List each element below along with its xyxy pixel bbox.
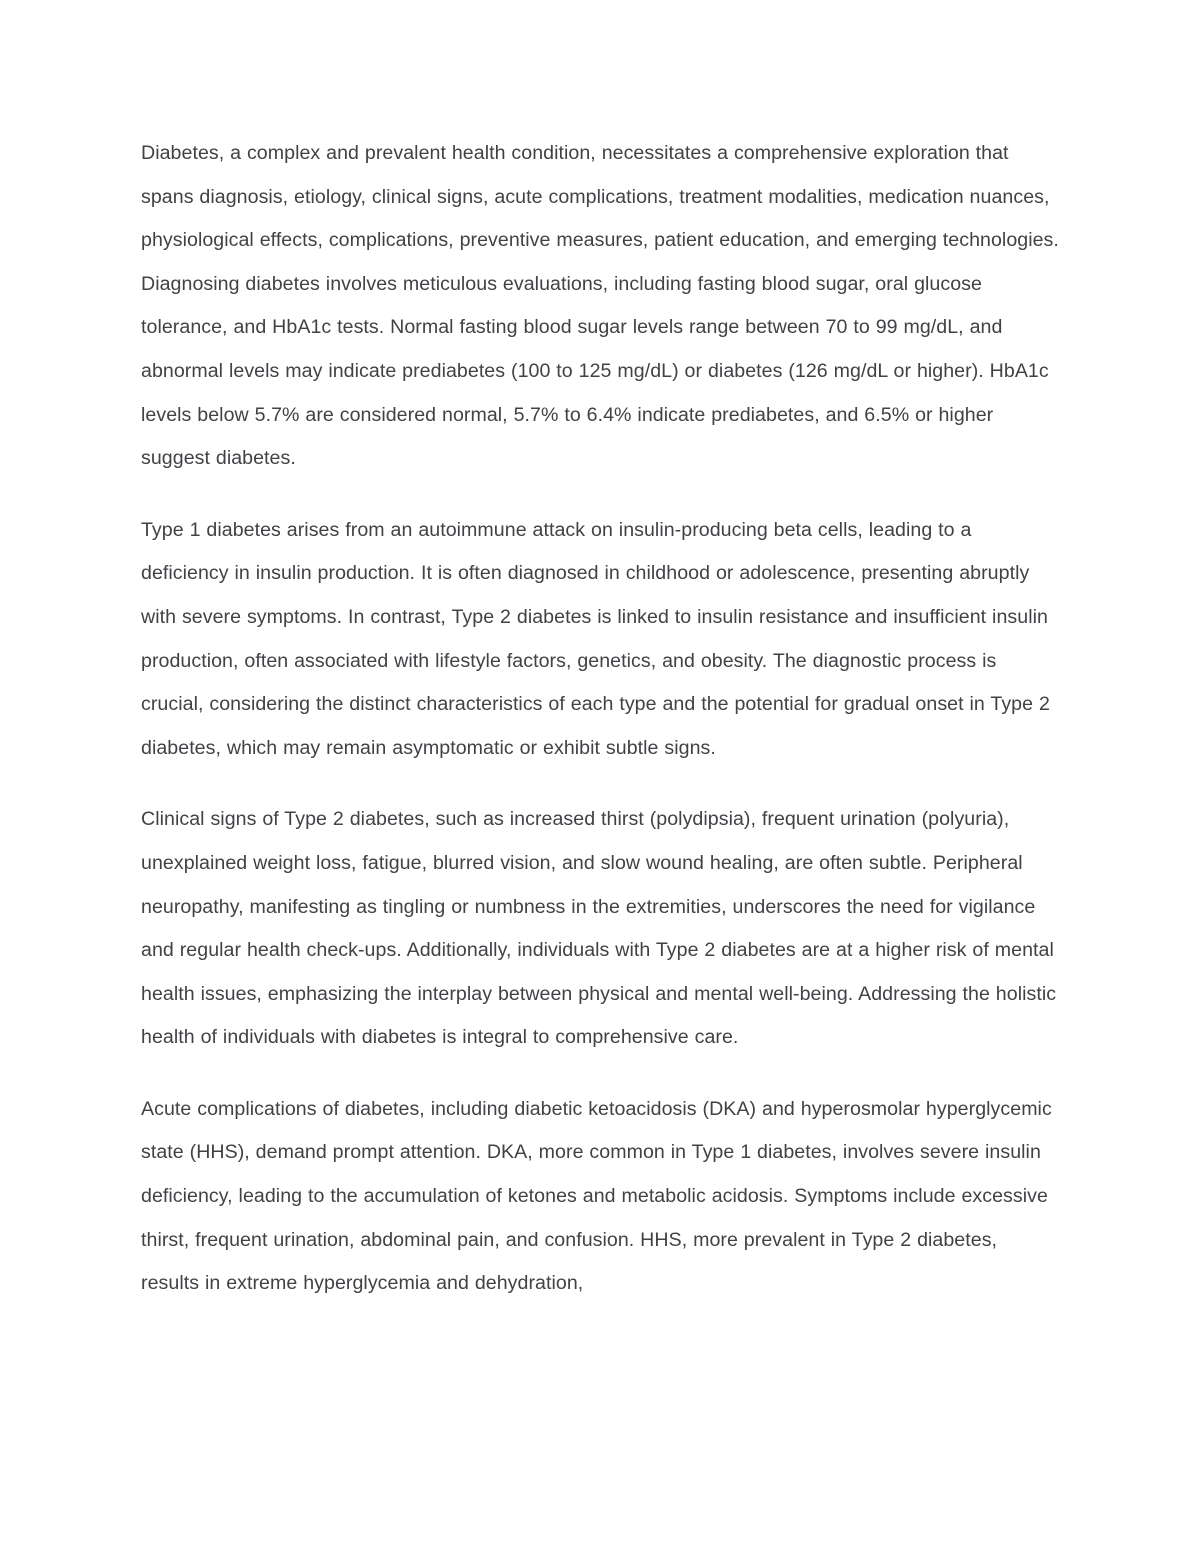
paragraph-acute-complications: Acute complications of diabetes, including diabetic ketoacidosis (DKA) and hyperosmolar hyperglycemic state (HHS), demand prompt attention. DKA, more common in Type 1 diabetes, involves severe insulin deficiency, leading to the accumulation of ketones and metabolic acidosis. Symptoms include excessive thirst, frequent urination, abdominal pain, and confusion. HHS, more prevalent in Type 2 diabetes, results in extreme hyperglycemia and dehydration, (141, 1097, 1052, 1295)
paragraph-types: Type 1 diabetes arises from an autoimmune attack on insulin-producing beta cells, leading to a deficiency in insulin production. It is often diagnosed in childhood or adolescence, presenting abruptly with severe symptoms. In contrast, Type 2 diabetes is linked to insulin resistance and insufficient insulin production, often associated with lifestyle factors, genetics, and obesity. The diagnostic process is crucial, considering the distinct characteristics of each type and the potential for gradual onset in Type 2 diabetes, which may remain asymptomatic or exhibit subtle signs. (141, 518, 1050, 759)
paragraph-clinical-signs: Clinical signs of Type 2 diabetes, such as increased thirst (polydipsia), frequent urination (polyuria), unexplained weight loss, fatigue, blurred vision, and slow wound healing, are often subtle. Peripheral neuropathy, manifesting as tingling or numbness in the extremities, underscores the need for vigilance and regular health check-ups. Additionally, individuals with Type 2 diabetes are at a higher risk of mental health issues, emphasizing the interplay between physical and mental well-being. Addressing the holistic health of individuals with diabetes is integral to comprehensive care. (141, 808, 1057, 1049)
paragraph-diagnosis: Diabetes, a complex and prevalent health condition, necessitates a comprehensive exploration that spans diagnosis, etiology, clinical signs, acute complications, treatment modalities, medication nuances, physiological effects, complications, preventive measures, patient education, and emerging technologies. Diagnosing diabetes involves meticulous evaluations, including fasting blood sugar, oral glucose tolerance, and HbA1c tests. Normal fasting blood sugar levels range between 70 to 99 mg/dL, and abnormal levels may indicate prediabetes (100 to 125 mg/dL) or diabetes (126 mg/dL or higher). HbA1c levels below 5.7% are considered normal, 5.7% to 6.4% indicate prediabetes, and 6.5% or higher suggest diabetes. (141, 142, 1059, 470)
